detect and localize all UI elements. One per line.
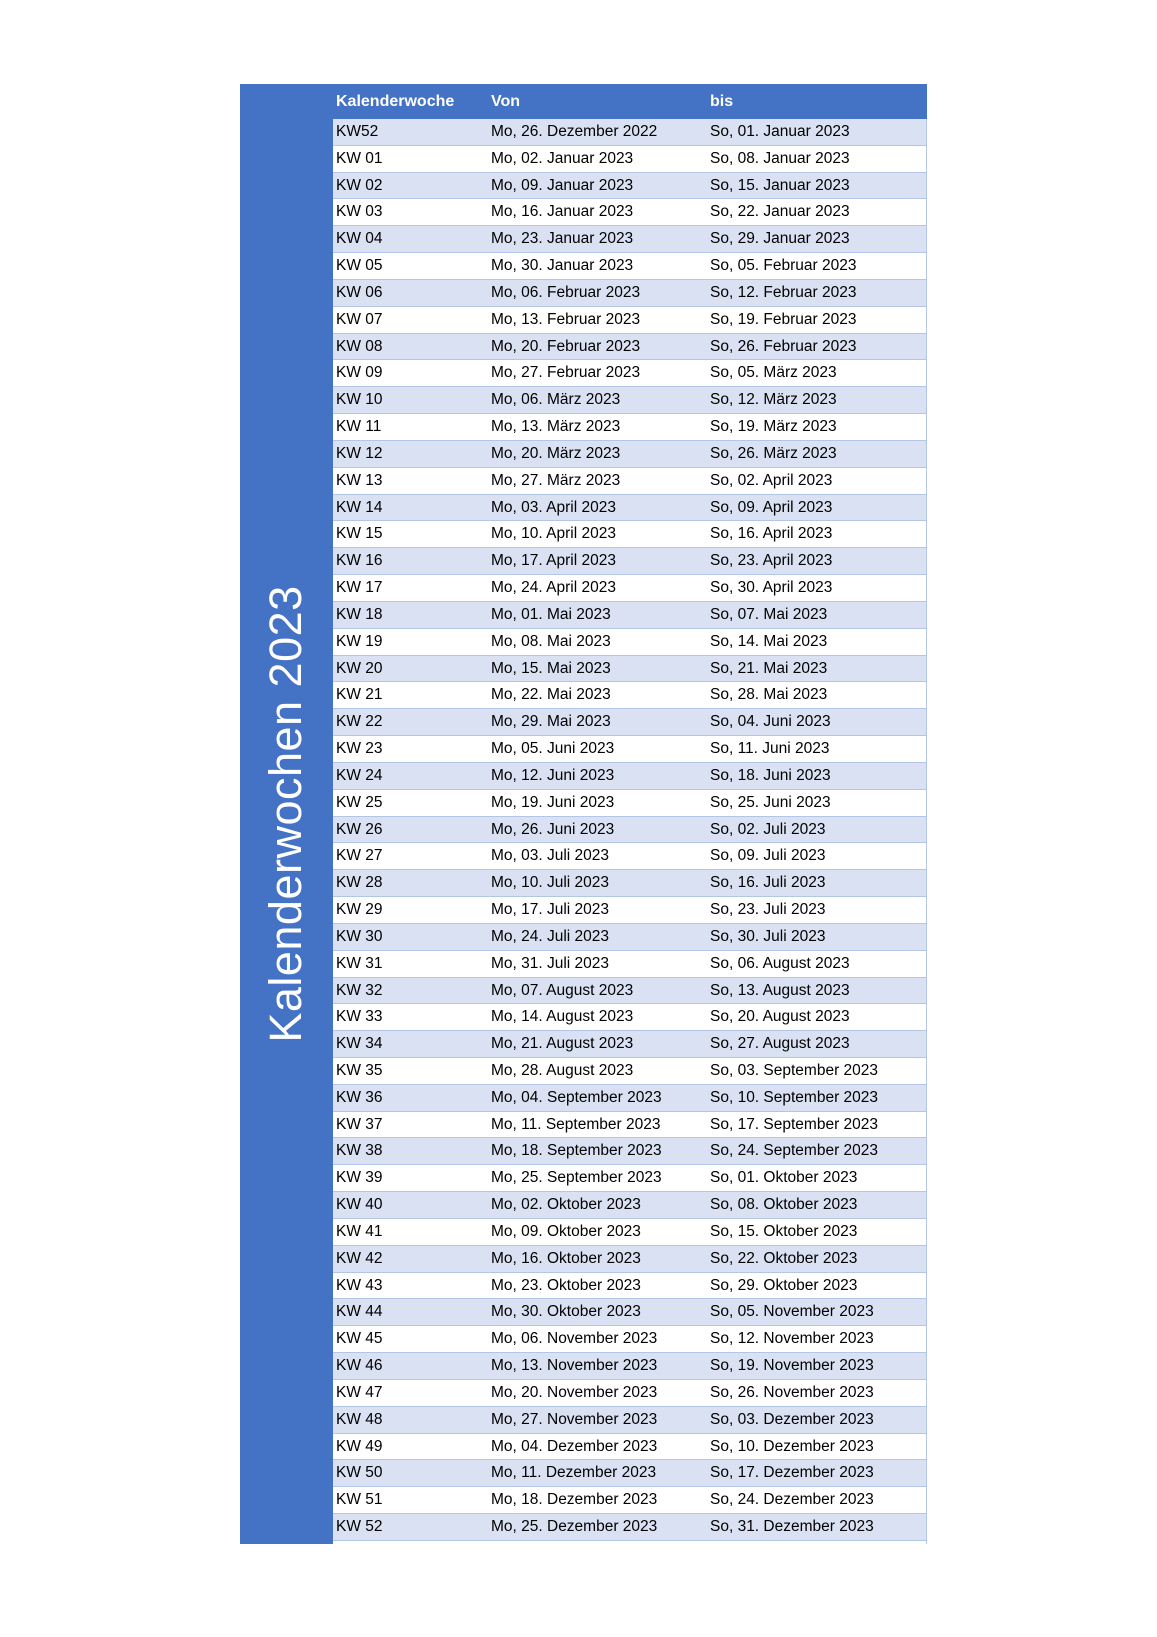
- week-cell: KW 45: [336, 1330, 383, 1348]
- table-row: [333, 360, 927, 387]
- from-cell: Mo, 01. Mai 2023: [491, 605, 611, 623]
- week-cell: KW 20: [336, 659, 383, 677]
- from-cell: Mo, 02. Oktober 2023: [491, 1196, 641, 1214]
- week-cell: KW 23: [336, 740, 383, 758]
- to-cell: So, 28. Mai 2023: [710, 686, 828, 704]
- week-cell: KW 05: [336, 257, 383, 275]
- table-row: [333, 1112, 927, 1139]
- to-cell: So, 30. April 2023: [710, 579, 833, 597]
- to-cell: So, 05. Februar 2023: [710, 257, 857, 275]
- to-cell: So, 09. April 2023: [710, 498, 833, 516]
- week-cell: KW 33: [336, 1008, 383, 1026]
- from-cell: Mo, 20. November 2023: [491, 1383, 658, 1401]
- table-row: [333, 682, 927, 709]
- to-cell: So, 17. Dezember 2023: [710, 1464, 874, 1482]
- table-row: [333, 253, 927, 280]
- table-row: [333, 1487, 927, 1514]
- week-cell: KW 19: [336, 632, 383, 650]
- week-cell: KW 13: [336, 471, 383, 489]
- table-row: [333, 1004, 927, 1031]
- from-cell: Mo, 18. Dezember 2023: [491, 1491, 658, 1509]
- from-cell: Mo, 12. Juni 2023: [491, 766, 615, 784]
- to-cell: So, 18. Juni 2023: [710, 766, 831, 784]
- table-row: [333, 1246, 927, 1273]
- week-cell: KW52: [336, 123, 379, 140]
- from-cell: Mo, 13. März 2023: [491, 418, 621, 436]
- table-row: [333, 146, 927, 173]
- to-cell: So, 20. August 2023: [710, 1008, 850, 1026]
- from-cell: Mo, 22. Mai 2023: [491, 686, 611, 704]
- from-cell: Mo, 13. Februar 2023: [491, 310, 641, 328]
- table-row: [333, 629, 927, 656]
- week-cell: KW 49: [336, 1437, 383, 1455]
- table-row: [333, 119, 927, 146]
- table-row: [333, 897, 927, 924]
- from-cell: Mo, 06. November 2023: [491, 1330, 658, 1348]
- table-row: [333, 656, 927, 683]
- table-row: [333, 387, 927, 414]
- week-cell: KW 24: [336, 766, 383, 784]
- table-row: [333, 1299, 927, 1326]
- to-cell: So, 07. Mai 2023: [710, 605, 828, 623]
- to-cell: So, 23. April 2023: [710, 552, 833, 570]
- week-cell: KW 52: [336, 1518, 383, 1536]
- week-cell: KW 25: [336, 793, 383, 811]
- from-cell: Mo, 25. September 2023: [491, 1169, 662, 1187]
- table-row: [333, 199, 927, 226]
- to-cell: So, 19. November 2023: [710, 1357, 874, 1375]
- week-cell: KW 07: [336, 310, 383, 328]
- to-cell: So, 26. November 2023: [710, 1383, 874, 1401]
- to-cell: So, 21. Mai 2023: [710, 659, 828, 677]
- from-cell: Mo, 18. September 2023: [491, 1142, 662, 1160]
- week-cell: KW 10: [336, 391, 383, 409]
- table-row: [333, 736, 927, 763]
- week-cell: KW 11: [336, 418, 382, 436]
- table-right-border: [926, 119, 928, 1544]
- from-cell: Mo, 31. Juli 2023: [491, 954, 610, 972]
- to-cell: So, 12. März 2023: [710, 391, 837, 409]
- table-row: [333, 575, 927, 602]
- from-cell: Mo, 03. April 2023: [491, 498, 616, 516]
- week-cell: KW 39: [336, 1169, 383, 1187]
- table-row: [333, 1031, 927, 1058]
- table-body: [333, 119, 927, 1541]
- to-cell: So, 27. August 2023: [710, 1035, 850, 1053]
- table-row: [333, 1326, 927, 1353]
- week-cell: KW 28: [336, 874, 383, 892]
- calendar-weeks-table: [333, 84, 927, 1544]
- from-cell: Mo, 13. November 2023: [491, 1357, 658, 1375]
- week-cell: KW 09: [336, 364, 383, 382]
- to-cell: So, 05. März 2023: [710, 364, 837, 382]
- from-cell: Mo, 09. Januar 2023: [491, 176, 634, 194]
- week-cell: KW 26: [336, 820, 383, 838]
- from-cell: Mo, 20. März 2023: [491, 444, 621, 462]
- table-row: [333, 1058, 927, 1085]
- from-cell: Mo, 16. Januar 2023: [491, 203, 634, 221]
- from-cell: Mo, 25. Dezember 2023: [491, 1518, 658, 1536]
- from-cell: Mo, 20. Februar 2023: [491, 337, 641, 355]
- table-row: [333, 951, 927, 978]
- to-cell: So, 13. August 2023: [710, 981, 850, 999]
- from-cell: Mo, 28. August 2023: [491, 1061, 634, 1079]
- from-cell: Mo, 27. November 2023: [491, 1410, 658, 1428]
- from-cell: Mo, 29. Mai 2023: [491, 713, 611, 731]
- to-cell: So, 08. Januar 2023: [710, 149, 850, 167]
- to-cell: So, 03. Dezember 2023: [710, 1410, 874, 1428]
- week-cell: KW 46: [336, 1357, 383, 1375]
- week-cell: KW 43: [336, 1276, 383, 1294]
- table-row: [333, 307, 927, 334]
- table-row: [333, 1165, 927, 1192]
- to-cell: So, 31. Dezember 2023: [710, 1518, 874, 1536]
- to-cell: So, 22. Januar 2023: [710, 203, 850, 221]
- table-row: [333, 763, 927, 790]
- to-cell: So, 02. Juli 2023: [710, 820, 826, 838]
- to-cell: So, 15. Oktober 2023: [710, 1222, 858, 1240]
- to-cell: So, 05. November 2023: [710, 1303, 874, 1321]
- to-cell: So, 15. Januar 2023: [710, 176, 850, 194]
- from-cell: Mo, 10. April 2023: [491, 525, 616, 543]
- week-cell: KW 04: [336, 230, 383, 248]
- week-cell: KW 37: [336, 1115, 383, 1133]
- table-row: [333, 1085, 927, 1112]
- week-cell: KW 42: [336, 1249, 383, 1267]
- from-cell: Mo, 17. April 2023: [491, 552, 616, 570]
- table-row: [333, 414, 927, 441]
- week-cell: KW 08: [336, 337, 383, 355]
- page-title: Kalenderwochen 2023: [260, 585, 311, 1043]
- week-cell: KW 22: [336, 713, 383, 731]
- from-cell: Mo, 19. Juni 2023: [491, 793, 615, 811]
- from-cell: Mo, 26. Dezember 2022: [491, 123, 658, 140]
- week-cell: KW 29: [336, 901, 383, 919]
- from-cell: Mo, 24. April 2023: [491, 579, 616, 597]
- week-cell: KW 48: [336, 1410, 383, 1428]
- week-cell: KW 15: [336, 525, 383, 543]
- from-cell: Mo, 09. Oktober 2023: [491, 1222, 641, 1240]
- table-row: [333, 1434, 927, 1461]
- week-cell: KW 35: [336, 1061, 383, 1079]
- week-cell: KW 50: [336, 1464, 383, 1482]
- week-cell: KW 51: [336, 1491, 383, 1509]
- week-cell: KW 12: [336, 444, 383, 462]
- week-cell: KW 21: [336, 686, 383, 704]
- from-cell: Mo, 06. Februar 2023: [491, 283, 641, 301]
- week-cell: KW 16: [336, 552, 383, 570]
- table-row: [333, 226, 927, 253]
- table-row: [333, 870, 927, 897]
- to-cell: So, 09. Juli 2023: [710, 847, 826, 865]
- table-row: [333, 441, 927, 468]
- to-cell: So, 22. Oktober 2023: [710, 1249, 858, 1267]
- from-cell: Mo, 10. Juli 2023: [491, 874, 610, 892]
- week-cell: KW 47: [336, 1383, 383, 1401]
- from-cell: Mo, 04. Dezember 2023: [491, 1437, 658, 1455]
- header-week: Kalenderwoche: [336, 93, 455, 110]
- header-to: bis: [710, 93, 734, 110]
- from-cell: Mo, 26. Juni 2023: [491, 820, 615, 838]
- to-cell: So, 19. März 2023: [710, 418, 837, 436]
- to-cell: So, 23. Juli 2023: [710, 901, 826, 919]
- to-cell: So, 29. Oktober 2023: [710, 1276, 858, 1294]
- to-cell: So, 01. Januar 2023: [710, 123, 850, 140]
- from-cell: Mo, 27. Februar 2023: [491, 364, 641, 382]
- to-cell: So, 11. Juni 2023: [710, 740, 830, 758]
- table-row: [333, 709, 927, 736]
- table-row: [333, 173, 927, 200]
- from-cell: Mo, 11. September 2023: [491, 1115, 661, 1133]
- from-cell: Mo, 24. Juli 2023: [491, 927, 610, 945]
- header-from: Von: [491, 93, 521, 110]
- week-cell: KW 34: [336, 1035, 383, 1053]
- table-row: [333, 495, 927, 522]
- to-cell: So, 14. Mai 2023: [710, 632, 828, 650]
- from-cell: Mo, 30. Januar 2023: [491, 257, 634, 275]
- week-cell: KW 17: [336, 579, 383, 597]
- week-cell: KW 36: [336, 1088, 383, 1106]
- to-cell: So, 10. Dezember 2023: [710, 1437, 874, 1455]
- week-cell: KW 18: [336, 605, 383, 623]
- from-cell: Mo, 08. Mai 2023: [491, 632, 611, 650]
- table-row: [333, 468, 927, 495]
- to-cell: So, 03. September 2023: [710, 1061, 879, 1079]
- week-cell: KW 40: [336, 1196, 383, 1214]
- to-cell: So, 24. September 2023: [710, 1142, 879, 1160]
- table-row: [333, 978, 927, 1005]
- week-cell: KW 38: [336, 1142, 383, 1160]
- to-cell: So, 10. September 2023: [710, 1088, 879, 1106]
- from-cell: Mo, 02. Januar 2023: [491, 149, 634, 167]
- from-cell: Mo, 27. März 2023: [491, 471, 621, 489]
- from-cell: Mo, 17. Juli 2023: [491, 901, 610, 919]
- to-cell: So, 29. Januar 2023: [710, 230, 850, 248]
- from-cell: Mo, 16. Oktober 2023: [491, 1249, 641, 1267]
- table-row: [333, 1192, 927, 1219]
- from-cell: Mo, 23. Oktober 2023: [491, 1276, 641, 1294]
- table-row: [333, 280, 927, 307]
- week-cell: KW 30: [336, 927, 383, 945]
- from-cell: Mo, 14. August 2023: [491, 1008, 634, 1026]
- table-row: [333, 602, 927, 629]
- table-row: [333, 817, 927, 844]
- table-row: [333, 1273, 927, 1300]
- to-cell: So, 24. Dezember 2023: [710, 1491, 874, 1509]
- from-cell: Mo, 11. Dezember 2023: [491, 1464, 657, 1482]
- table-row: [333, 1353, 927, 1380]
- from-cell: Mo, 04. September 2023: [491, 1088, 662, 1106]
- table-row: [333, 548, 927, 575]
- from-cell: Mo, 15. Mai 2023: [491, 659, 611, 677]
- from-cell: Mo, 05. Juni 2023: [491, 740, 615, 758]
- table-row: [333, 1380, 927, 1407]
- week-cell: KW 01: [336, 149, 383, 167]
- table-row: [333, 1460, 927, 1487]
- week-cell: KW 06: [336, 283, 383, 301]
- week-cell: KW 27: [336, 847, 383, 865]
- to-cell: So, 12. November 2023: [710, 1330, 874, 1348]
- from-cell: Mo, 07. August 2023: [491, 981, 634, 999]
- week-cell: KW 41: [336, 1222, 383, 1240]
- table-row: [333, 790, 927, 817]
- to-cell: So, 19. Februar 2023: [710, 310, 857, 328]
- to-cell: So, 25. Juni 2023: [710, 793, 831, 811]
- to-cell: So, 04. Juni 2023: [710, 713, 831, 731]
- to-cell: So, 02. April 2023: [710, 471, 833, 489]
- from-cell: Mo, 21. August 2023: [491, 1035, 634, 1053]
- to-cell: So, 01. Oktober 2023: [710, 1169, 858, 1187]
- to-cell: So, 30. Juli 2023: [710, 927, 826, 945]
- week-cell: KW 44: [336, 1303, 383, 1321]
- table-row: [333, 521, 927, 548]
- week-cell: KW 03: [336, 203, 383, 221]
- table-row: [333, 334, 927, 361]
- table-row: [333, 924, 927, 951]
- from-cell: Mo, 03. Juli 2023: [491, 847, 610, 865]
- table-row: [333, 1407, 927, 1434]
- from-cell: Mo, 06. März 2023: [491, 391, 621, 409]
- table-header: [333, 84, 927, 119]
- week-cell: KW 14: [336, 498, 383, 516]
- week-cell: KW 31: [336, 954, 383, 972]
- from-cell: Mo, 23. Januar 2023: [491, 230, 634, 248]
- to-cell: So, 08. Oktober 2023: [710, 1196, 858, 1214]
- table-row: [333, 1138, 927, 1165]
- from-cell: Mo, 30. Oktober 2023: [491, 1303, 641, 1321]
- table-row: [333, 1514, 927, 1541]
- to-cell: So, 12. Februar 2023: [710, 283, 857, 301]
- to-cell: So, 16. April 2023: [710, 525, 833, 543]
- to-cell: So, 17. September 2023: [710, 1115, 879, 1133]
- to-cell: So, 16. Juli 2023: [710, 874, 826, 892]
- to-cell: So, 26. Februar 2023: [710, 337, 857, 355]
- table-row: [333, 843, 927, 870]
- to-cell: So, 26. März 2023: [710, 444, 837, 462]
- to-cell: So, 06. August 2023: [710, 954, 850, 972]
- week-cell: KW 32: [336, 981, 383, 999]
- week-cell: KW 02: [336, 176, 383, 194]
- table-row: [333, 1219, 927, 1246]
